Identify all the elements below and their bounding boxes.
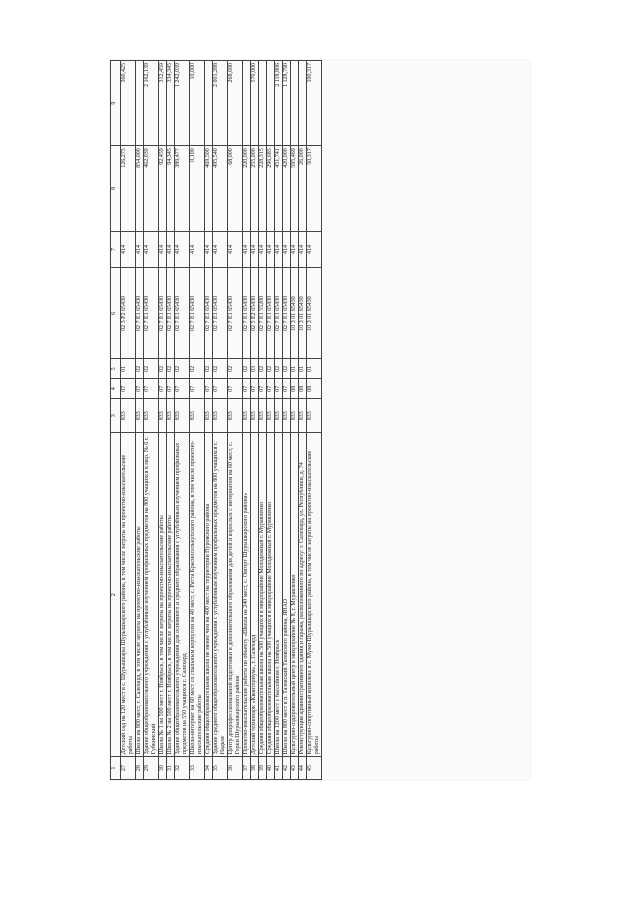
code-7: 414 <box>121 231 136 268</box>
value-9 <box>291 61 299 146</box>
code-3: 833 <box>275 399 283 433</box>
table-row <box>136 61 144 780</box>
code-4: 07 <box>136 379 144 399</box>
table-row <box>283 61 291 780</box>
value-9: 2 118,806 <box>275 61 283 146</box>
object-name: Школа № 2 на 500 мест г. Ноябрьск, в том числе затраты на проектно-изыскательские работы <box>167 433 175 757</box>
value-8: 26,000 <box>299 146 307 231</box>
code-4: 07 <box>228 379 243 399</box>
row-number: 28 <box>136 757 144 780</box>
value-9 <box>205 61 213 146</box>
row-number: 32 <box>175 757 190 780</box>
code-3: 833 <box>228 399 243 433</box>
code-3: 833 <box>251 399 259 433</box>
code-7: 414 <box>243 231 251 268</box>
header-cell: 2 <box>111 433 121 757</box>
value-8: 68,000 <box>228 146 243 231</box>
code-4: 07 <box>267 379 275 399</box>
object-name: Школа на 800 мест, г. Салехард, в том числе затраты на проектно-изыскательские работы <box>136 433 144 757</box>
row-number: 42 <box>283 757 291 780</box>
code-7: 414 <box>205 231 213 268</box>
value-8: 595,469 <box>291 146 299 231</box>
code-4: 07 <box>175 379 190 399</box>
table-row <box>267 61 275 780</box>
value-9: 312,459 <box>159 61 167 146</box>
object-name: Центр допрофессиональной подготовки и дополнительного образования для детей и взрослых с интернатом на 60 мест, с. Горки Шурышкарского района <box>228 433 243 757</box>
code-4: 08 <box>307 379 322 399</box>
header-cell: 7 <box>111 231 121 268</box>
value-9 <box>267 61 275 146</box>
scanned-page <box>110 60 530 780</box>
object-name: Культурно-оздоровительный центр в микрорайоне № 8, г. Муравленко <box>291 433 299 757</box>
value-9: 268,690 <box>228 61 243 146</box>
code-5: 02 <box>228 359 243 379</box>
header-cell: 1 <box>111 757 121 780</box>
code-5: 01 <box>121 359 136 379</box>
row-number: 45 <box>307 757 322 780</box>
code-6: 10 3 01 65430 <box>299 268 307 359</box>
object-name: Здание среднего общеобразовательного учреждения с углублённым изучением профильных предметов на 800 учащихся г. Надым <box>213 433 228 757</box>
value-9: 334,345 <box>167 61 175 146</box>
code-3: 833 <box>283 399 291 433</box>
code-6: 02 7 E1 65430 <box>205 268 213 359</box>
table-row <box>228 61 243 780</box>
code-7: 414 <box>144 231 159 268</box>
table-row <box>159 61 167 780</box>
code-5: 02 <box>243 359 251 379</box>
code-7: 414 <box>307 231 322 268</box>
object-name: Средняя общеобразовательная школа на 500 учащихся в микрорайоне Молодежный г. Муравленко <box>267 433 275 757</box>
value-9: 2 001,288 <box>213 61 228 146</box>
code-5: 02 <box>159 359 167 379</box>
value-8: 495,540 <box>213 146 228 231</box>
object-name: Здание общеобразовательного учреждения с углублённым изучением профильных предметов на 800 учащихся в мкр. № 6 г. Губкинский <box>144 433 159 757</box>
code-5: 02 <box>213 359 228 379</box>
table-row <box>175 61 190 780</box>
row-number: 27 <box>121 757 136 780</box>
code-7: 414 <box>283 231 291 268</box>
code-7: 414 <box>190 231 205 268</box>
table-row <box>167 61 175 780</box>
table-wrapper <box>110 60 530 780</box>
value-9: 10,000 <box>190 61 205 146</box>
code-5: 02 <box>275 359 283 379</box>
table-row <box>144 61 159 780</box>
code-5: 02 <box>267 359 275 379</box>
row-number: 43 <box>291 757 299 780</box>
code-5: 01 <box>299 359 307 379</box>
table-row <box>291 61 299 780</box>
value-8: 220,000 <box>243 146 251 231</box>
object-name: Средняя общеобразовательная школа на 500 учащихся в микрорайоне Молодежный г. Муравленко <box>259 433 267 757</box>
code-4: 07 <box>167 379 175 399</box>
table-header-row <box>111 61 121 780</box>
code-5: 02 <box>175 359 190 379</box>
table-row <box>275 61 283 780</box>
value-8: 296,685 <box>267 146 275 231</box>
object-name: Детский сад на 120 мест в с. Шурышкары Шурышкарского района, в том числе затраты на проектно-изыскательские работы <box>121 433 136 757</box>
code-3: 833 <box>307 399 322 433</box>
code-6: 02 7 E1 65430 <box>190 268 205 359</box>
value-8: 0,100 <box>190 146 205 231</box>
code-6: 02 7 E1 65430 <box>213 268 228 359</box>
code-3: 833 <box>299 399 307 433</box>
row-number: 33 <box>190 757 205 780</box>
code-6: 02 7 E1 65430 <box>175 268 190 359</box>
row-number: 34 <box>205 757 213 780</box>
table-row <box>307 61 322 780</box>
header-cell: 6 <box>111 268 121 359</box>
code-3: 833 <box>205 399 213 433</box>
value-9: 100,317 <box>307 61 322 146</box>
value-8: 228,315 <box>259 146 267 231</box>
row-number: 40 <box>267 757 275 780</box>
code-5: 02 <box>190 359 205 379</box>
value-8: 50,317 <box>307 146 322 231</box>
table-row <box>259 61 267 780</box>
value-9 <box>299 61 307 146</box>
code-4: 07 <box>121 379 136 399</box>
code-6: 02 3 P2 65430 <box>121 268 136 359</box>
object-name: Школа на 1200 мест с бассейном г. Ноябрьск <box>275 433 283 757</box>
code-6: 02 7 E1 65430 <box>228 268 243 359</box>
code-6: 02 7 E1 65430 <box>159 268 167 359</box>
table-row <box>121 61 136 780</box>
object-name: Школа-интернат на 60 мест со спальным корпусом на 40 мест, с. Ратта Красноселькупского района, в том числе проектно-изыскательские работы <box>190 433 205 757</box>
code-5: 02 <box>136 359 144 379</box>
value-8: 389,477 <box>175 146 190 231</box>
value-8: 126,275 <box>121 146 136 231</box>
code-7: 414 <box>213 231 228 268</box>
table-row <box>205 61 213 780</box>
code-7: 414 <box>267 231 275 268</box>
code-6: 10 3 01 65430 <box>307 268 322 359</box>
budget-table <box>110 60 322 780</box>
value-8: 420,000 <box>283 146 291 231</box>
code-4: 07 <box>259 379 267 399</box>
code-3: 833 <box>159 399 167 433</box>
code-7: 414 <box>167 231 175 268</box>
code-3: 833 <box>167 399 175 433</box>
code-6: 02 7 E1 65430 <box>167 268 175 359</box>
object-name: Культурно-спортивный комплекс в с. Мужи Шурышкарского района, в том числе затраты на проектно-изыскательские работы <box>307 433 322 757</box>
code-3: 833 <box>121 399 136 433</box>
code-6: 10 3 01 65430 <box>291 268 299 359</box>
row-number: 30 <box>159 757 167 780</box>
code-3: 833 <box>175 399 190 433</box>
object-name: Школа на 800 мест в п. Тазовский Тазовского района, ЯНАО <box>283 433 291 757</box>
row-number: 38 <box>251 757 259 780</box>
code-6: 02 7 E1 65430 <box>275 268 283 359</box>
row-number: 37 <box>243 757 251 780</box>
value-8: 462,039 <box>144 146 159 231</box>
value-8: 451,741 <box>275 146 283 231</box>
value-8: 854,000 <box>136 146 144 231</box>
code-7: 414 <box>275 231 283 268</box>
code-6: 02 7 E1 65430 <box>283 268 291 359</box>
object-name: Детский технопарк «Кванториум», г. Салехард <box>251 433 259 757</box>
code-3: 833 <box>144 399 159 433</box>
row-number: 39 <box>259 757 267 780</box>
row-number: 36 <box>228 757 243 780</box>
code-4: 07 <box>190 379 205 399</box>
code-4: 07 <box>251 379 259 399</box>
code-4: 07 <box>205 379 213 399</box>
row-number: 35 <box>213 757 228 780</box>
table-row <box>251 61 259 780</box>
value-9: 360,425 <box>121 61 136 146</box>
code-3: 833 <box>243 399 251 433</box>
code-5: 01 <box>291 359 299 379</box>
code-5: 02 <box>259 359 267 379</box>
row-number: 31 <box>167 757 175 780</box>
code-7: 414 <box>175 231 190 268</box>
row-number: 29 <box>144 757 159 780</box>
code-4: 07 <box>275 379 283 399</box>
code-4: 08 <box>291 379 299 399</box>
table-row <box>243 61 251 780</box>
code-6: 02 7 E1 65430 <box>267 268 275 359</box>
code-3: 833 <box>291 399 299 433</box>
code-6: 02 7 E1 65430 <box>243 268 251 359</box>
code-7: 414 <box>299 231 307 268</box>
code-5: 02 <box>205 359 213 379</box>
code-6: 02 5 E2 65430 <box>251 268 259 359</box>
code-3: 833 <box>213 399 228 433</box>
code-6: 02 7 E1 55200 <box>259 268 267 359</box>
table-row <box>213 61 228 780</box>
code-7: 414 <box>159 231 167 268</box>
value-9: 1 128,790 <box>283 61 291 146</box>
code-4: 08 <box>299 379 307 399</box>
code-3: 833 <box>267 399 275 433</box>
code-7: 414 <box>291 231 299 268</box>
code-3: 833 <box>259 399 267 433</box>
row-number: 41 <box>275 757 283 780</box>
object-name: Здание общеобразовательного учреждения для основного и среднего образования с углублённым изучением профильных предметов на 550 учащихся г. Салехард <box>175 433 190 757</box>
code-6: 02 7 E1 65430 <box>144 268 159 359</box>
code-5: 02 <box>283 359 291 379</box>
header-cell: 4 <box>111 379 121 399</box>
code-4: 07 <box>283 379 291 399</box>
code-7: 414 <box>259 231 267 268</box>
header-cell: 5 <box>111 359 121 379</box>
object-name: Школа № 1 на 500 мест г. Ноябрьск, в том числе затраты на проектно-изыскательские работы <box>159 433 167 757</box>
value-8: 255,000 <box>251 146 259 231</box>
value-8: 92,459 <box>159 146 167 231</box>
table-row <box>190 61 205 780</box>
value-9: 570,000 <box>251 61 259 146</box>
code-4: 07 <box>243 379 251 399</box>
value-9 <box>243 61 251 146</box>
code-7: 414 <box>251 231 259 268</box>
header-cell: 9 <box>111 61 121 146</box>
code-4: 07 <box>213 379 228 399</box>
code-5: 03 <box>251 359 259 379</box>
object-name: Реконструкция административного здания и гаража, расположенного по адресу: г. Салехард, ул. Республики, д. 74 <box>299 433 307 757</box>
value-8: 469,500 <box>205 146 213 231</box>
code-7: 414 <box>136 231 144 268</box>
code-3: 833 <box>136 399 144 433</box>
header-cell: 8 <box>111 146 121 231</box>
code-3: 833 <box>190 399 205 433</box>
object-name: Проектно-изыскательские работы по объекту «Школа на 240 мест, с. Овгорт Шурышкарского района» <box>243 433 251 757</box>
code-5: 02 <box>144 359 159 379</box>
value-9 <box>136 61 144 146</box>
code-5: 01 <box>307 359 322 379</box>
code-7: 414 <box>228 231 243 268</box>
value-8: 94,345 <box>167 146 175 231</box>
value-9: 1 242,039 <box>175 61 190 146</box>
value-9 <box>259 61 267 146</box>
code-4: 07 <box>159 379 167 399</box>
object-name: Средняя общеобразовательная школа не менее чем на 400 мест на территории Пуровского района <box>205 433 213 757</box>
code-4: 07 <box>144 379 159 399</box>
value-9: 2 162,139 <box>144 61 159 146</box>
table-row <box>299 61 307 780</box>
code-6: 02 7 E1 65430 <box>136 268 144 359</box>
header-cell: 3 <box>111 399 121 433</box>
code-5: 02 <box>167 359 175 379</box>
row-number: 44 <box>299 757 307 780</box>
